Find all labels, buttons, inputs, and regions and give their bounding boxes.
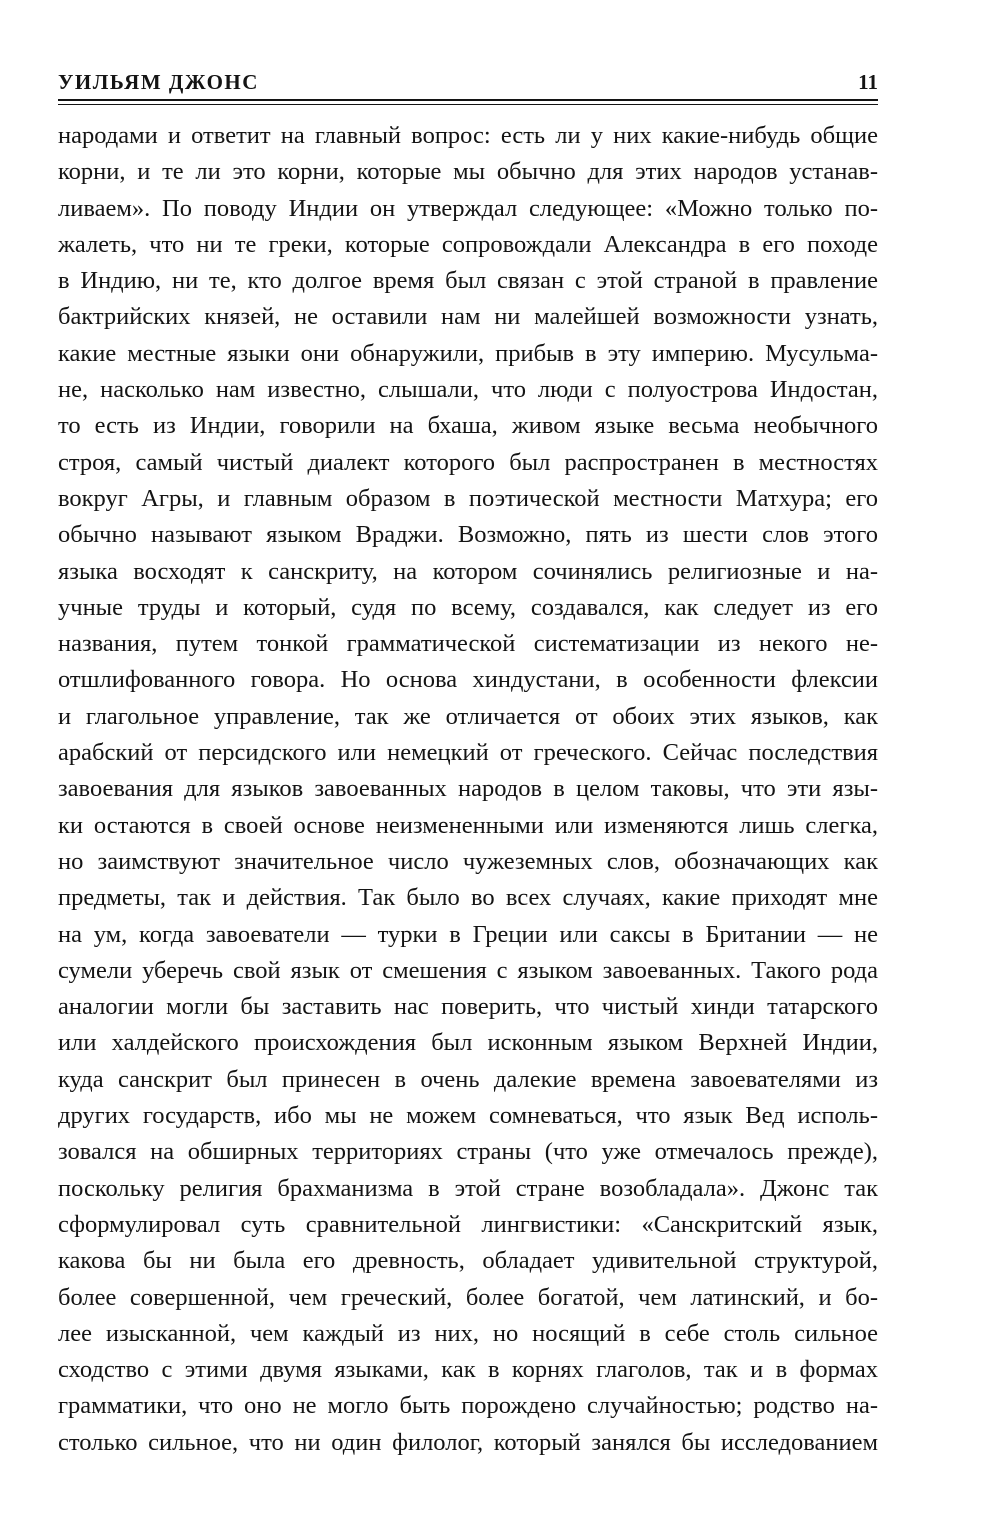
text-line: какова бы ни была его древность, обладает удивительной структурой,: [58, 1247, 878, 1275]
text-line: бактрийских князей, не оставили нам ни малейшей возможности узнать,: [58, 303, 878, 331]
running-head-title: УИЛЬЯМ ДЖОНС: [58, 70, 259, 94]
header-rule-thin: [58, 104, 878, 105]
text-line: и глагольное управление, так же отличается от обоих этих языков, как: [58, 702, 878, 730]
text-line: какие местные языки они обнаружили, прибыв в эту империю. Мусульма-: [58, 339, 878, 367]
header-rule-thick: [58, 99, 878, 101]
text-line: сходство с этими двумя языками, как в корнях глаголов, так и в формах: [58, 1356, 878, 1384]
body-text: [58, 118, 878, 1461]
text-line: или халдейского происхождения был исконным языком Верхней Индии,: [58, 1029, 878, 1057]
text-line: поскольку религия брахманизма в этой стране возобладала». Джонс так: [58, 1174, 878, 1202]
text-line: лее изысканной, чем каждый из них, но носящий в себе столь сильное: [58, 1319, 878, 1347]
text-line: столько сильное, что ни один филолог, который занялся бы исследованием: [58, 1428, 878, 1456]
text-line: зовался на обширных территориях страны (что уже отмечалось прежде),: [58, 1138, 878, 1166]
text-line: то есть из Индии, говорили на бхаша, живом языке весьма необычного: [58, 412, 878, 440]
text-line: отшлифованного говора. Но основа хиндустани, в особенности флексии: [58, 666, 878, 694]
text-line: языка восходят к санскриту, на котором сочинялись религиозные и на-: [58, 557, 878, 585]
text-line: завоевания для языков завоеванных народов в целом таковы, что эти язы-: [58, 775, 878, 803]
text-line: других государств, ибо мы не можем сомневаться, что язык Вед исполь-: [58, 1102, 878, 1130]
text-line: арабский от персидского или немецкий от греческого. Сейчас последствия: [58, 739, 878, 767]
text-line: сформулировал суть сравнительной лингвистики: «Санскритский язык,: [58, 1210, 878, 1238]
text-line: но заимствуют значительное число чужеземных слов, обозначающих как: [58, 847, 878, 875]
text-line: обычно называют языком Враджи. Возможно, пять из шести слов этого: [58, 521, 878, 549]
text-line: аналогии могли бы заставить нас поверить, что чистый хинди татарского: [58, 993, 878, 1021]
text-line: строя, самый чистый диалект которого был распространен в местностях: [58, 448, 878, 476]
text-line: ливаем». По поводу Индии он утверждал следующее: «Можно только по-: [58, 194, 878, 222]
text-line: названия, путем тонкой грамматической систематизации из некого не-: [58, 630, 878, 658]
text-line: учные труды и который, судя по всему, создавался, как следует из его: [58, 593, 878, 621]
text-line: на ум, когда завоеватели — турки в Греции или саксы в Британии — не: [58, 920, 878, 948]
text-line: в Индию, ни те, кто долгое время был связан с этой страной в правление: [58, 267, 878, 295]
text-line: сумели уберечь свой язык от смешения с языком завоеванных. Такого рода: [58, 956, 878, 984]
text-line: более совершенной, чем греческий, более богатой, чем латинский, и бо-: [58, 1283, 878, 1311]
text-line: грамматики, что оно не могло быть порождено случайностью; родство на-: [58, 1392, 878, 1420]
text-line: не, насколько нам известно, слышали, что люди с полуострова Индостан,: [58, 376, 878, 404]
text-line: предметы, так и действия. Так было во всех случаях, какие приходят мне: [58, 884, 878, 912]
text-line: вокруг Агры, и главным образом в поэтической местности Матхура; его: [58, 484, 878, 512]
text-line: корни, и те ли это корни, которые мы обычно для этих народов устанав-: [58, 158, 878, 186]
text-line: жалеть, что ни те греки, которые сопровождали Александра в его походе: [58, 230, 878, 258]
text-line: народами и ответит на главный вопрос: есть ли у них какие-нибудь общие: [58, 122, 878, 149]
text-line: ки остаются в своей основе неизмененными или изменяются лишь слегка,: [58, 811, 878, 839]
text-line: куда санскрит был принесен в очень далекие времена завоевателями из: [58, 1065, 878, 1093]
running-head: [58, 66, 878, 100]
page-number: 11: [858, 70, 878, 94]
